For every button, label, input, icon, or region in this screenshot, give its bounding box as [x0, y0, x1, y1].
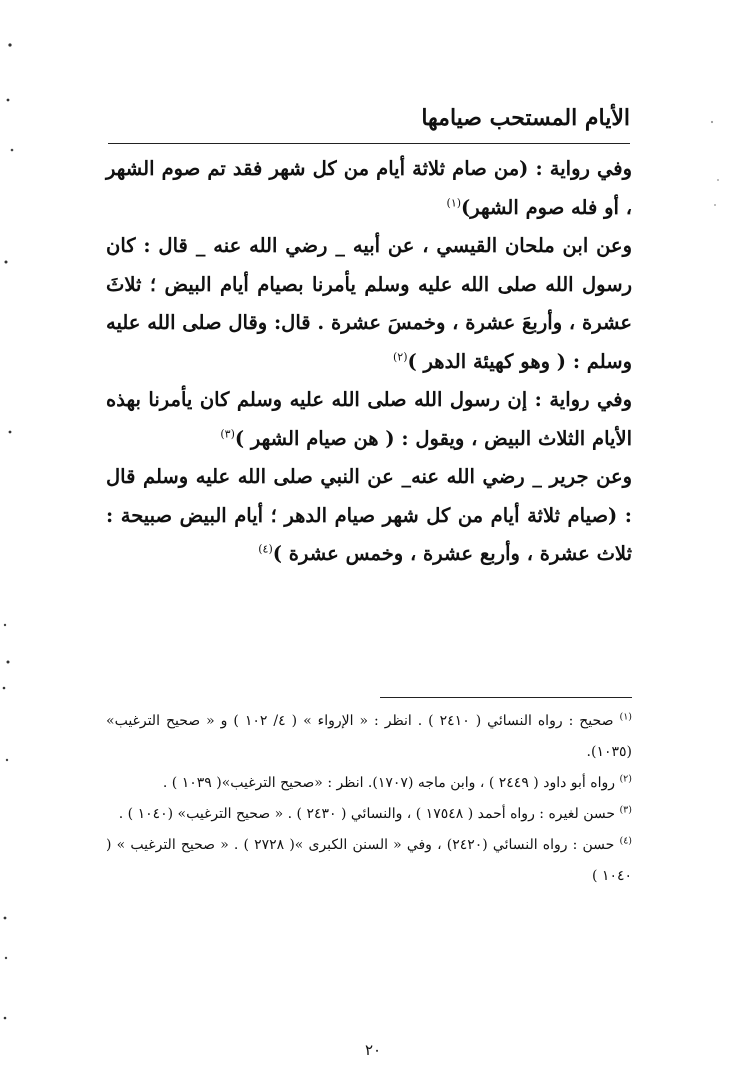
running-title: الأيام المستحب صيامها: [421, 105, 630, 131]
footnote-3: [106, 799, 632, 830]
scan-speck: [11, 149, 14, 152]
paragraph-4: [106, 458, 632, 574]
footnote-ref-3: (٣): [220, 427, 235, 440]
footnote-text: حسن لغيره : رواه أحمد ( ١٧٥٤٨ ) ، والنسائي ( ٢٤٣٠ ) . « صحيح الترغيب» (١٠٤٠ ) .: [118, 806, 615, 822]
paragraph-3: [106, 381, 632, 458]
footnote-text: صحيح : رواه النسائي ( ٢٤١٠ ) . انظر : « الإرواء » ( ٤/ ١٠٢ ) و « صحيح الترغيب» (١٠٣٥).: [106, 713, 632, 760]
footnote-4: [106, 830, 632, 892]
header-rule: [108, 143, 630, 144]
scan-speck: [714, 204, 716, 206]
paragraph-text: وعن جرير _ رضي الله عنه_ عن النبي صلى الله عليه وسلم قال : (صيام ثلاثة أيام من كل شهر صيام الدهر ؛ أيام البيض صبيحة : ثلاث عشرة ، وأربع عشرة ، وخمس عشرة ): [106, 465, 632, 565]
paragraph-2: [106, 227, 632, 381]
scan-speck: [3, 687, 6, 690]
scan-speck: [717, 179, 719, 181]
scan-speck: [4, 624, 6, 626]
footnote-ref-1: (١): [446, 196, 462, 209]
footnotes: [106, 706, 632, 892]
scan-speck: [4, 917, 7, 920]
footnote-mark: (٢): [619, 773, 632, 785]
footnote-1: [106, 706, 632, 768]
footnote-separator: [380, 697, 632, 698]
page-number: ٢٠: [364, 1041, 382, 1059]
paragraph-text: وعن ابن ملحان القيسي ، عن أبيه _ رضي الله عنه _ قال : كان رسول الله صلى الله عليه وسلم يأمرنا بصيام أيام البيض ؛ ثلاثَ عشرة ، وأربعَ عشرة ، وخمسَ عشرة . قال: وقال صلى الله عليه وسلم : ( وهو كهيئة الدهر ): [106, 234, 632, 373]
running-header: [108, 100, 630, 144]
footnote-ref-4: (٤): [258, 542, 273, 556]
footnote-mark: (٣): [619, 804, 632, 816]
main-text: [106, 150, 632, 574]
scan-speck: [7, 99, 10, 102]
scan-speck: [5, 957, 7, 959]
paragraph-text: وفي رواية : (من صام ثلاثة أيام من كل شهر فقد تم صوم الشهر ، أو فله صوم الشهر): [106, 157, 632, 219]
paragraph-text: وفي رواية : إن رسول الله صلى الله عليه وسلم كان يأمرنا بهذه الأيام الثلاث البيض ، ويقول : ( هن صيام الشهر ): [106, 388, 632, 450]
scan-speck: [5, 261, 8, 264]
scan-speck: [711, 121, 713, 123]
scan-speck: [4, 1017, 7, 1020]
footnote-text: حسن : رواه النسائي (٢٤٢٠) ، وفي « السنن الكبرى »( ٢٧٢٨ ) . « صحيح الترغيب » ( ١٠٤٠ ): [106, 837, 632, 884]
footnote-2: [106, 768, 632, 799]
scan-speck: [6, 759, 8, 761]
paragraph-1: [106, 150, 632, 227]
scan-speck: [8, 43, 11, 46]
scan-speck: [7, 661, 10, 664]
scan-speck: [9, 431, 12, 434]
footnote-mark: (١): [619, 711, 633, 723]
footnote-text: رواه أبو داود ( ٢٤٤٩ ) ، وابن ماجه (١٧٠٧). انظر : «صحيح الترغيب»( ١٠٣٩ ) .: [162, 775, 615, 791]
footnote-mark: (٤): [619, 835, 633, 847]
footnote-ref-2: (٢): [393, 350, 408, 363]
